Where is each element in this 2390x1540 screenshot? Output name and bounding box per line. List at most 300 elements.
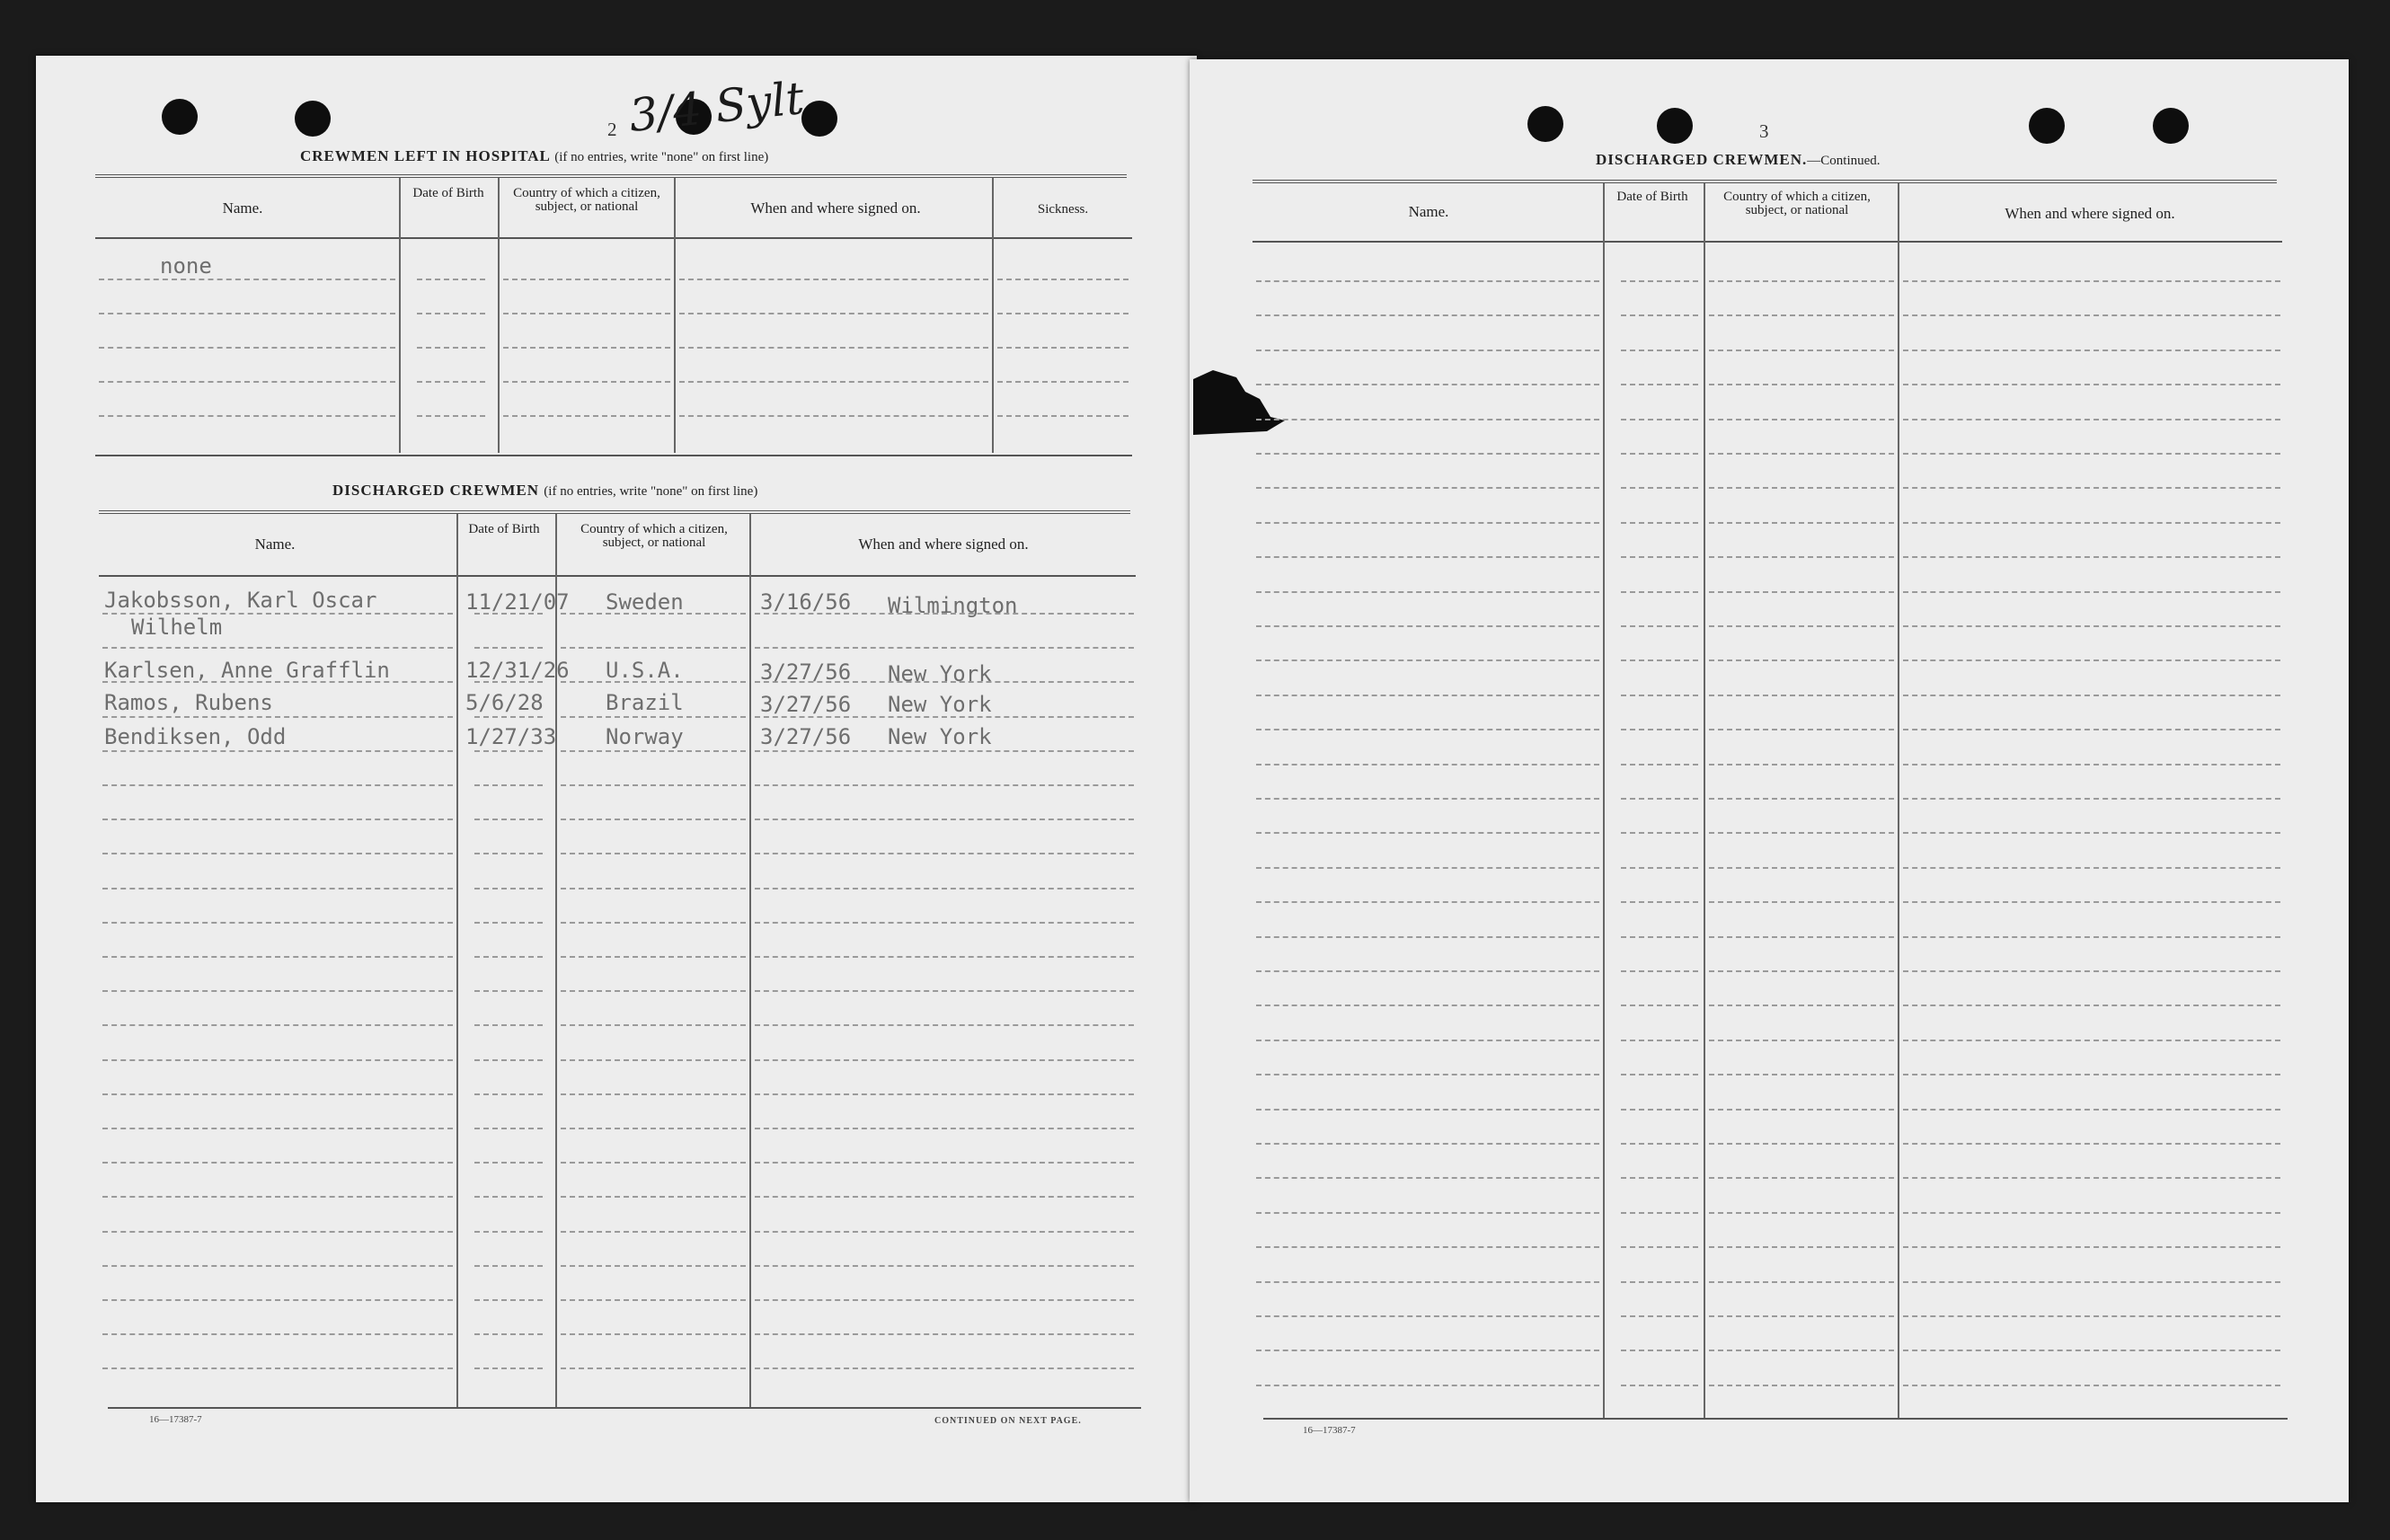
- ruled-line: [474, 1128, 543, 1129]
- discharged-top-rule: [99, 510, 1130, 514]
- ruled-line: [1256, 591, 1599, 593]
- ruled-line: [1621, 591, 1698, 593]
- ruled-line: [102, 1196, 453, 1198]
- hospital-first-entry: none: [160, 253, 212, 279]
- ruled-line: [503, 347, 670, 349]
- ruled-line: [99, 347, 395, 349]
- ruled-line: [561, 1162, 746, 1164]
- ruled-line: [1903, 867, 2280, 869]
- ruled-line: [755, 647, 1134, 649]
- hospital-col-divider: [399, 178, 401, 453]
- ruled-line: [102, 784, 453, 786]
- ruled-line: [1256, 1005, 1599, 1006]
- entry-date: 3/27/56: [760, 692, 852, 717]
- ruled-line: [474, 716, 543, 718]
- handwritten-annotation: 3/4 Sylt: [626, 71, 807, 143]
- ruled-line: [1709, 1246, 1894, 1248]
- ruled-line: [679, 313, 988, 314]
- ruled-line: [503, 415, 670, 417]
- ruled-line: [102, 647, 453, 649]
- ruled-line: [417, 279, 485, 280]
- ruled-line: [1621, 1246, 1698, 1248]
- ruled-line: [997, 381, 1129, 383]
- ruled-line: [1709, 729, 1894, 730]
- ruled-line: [1709, 764, 1894, 766]
- discharged-header-rule: [99, 575, 1136, 577]
- ruled-line: [679, 415, 988, 417]
- ruled-line: [755, 750, 1134, 752]
- ruled-line: [1621, 1212, 1698, 1214]
- ruled-line: [474, 990, 543, 992]
- ruled-line: [561, 922, 746, 924]
- ruled-line: [561, 784, 746, 786]
- ruled-line: [1621, 384, 1698, 385]
- entry-country: Brazil: [606, 690, 684, 715]
- ruled-line: [474, 1093, 543, 1095]
- ruled-line: [1256, 764, 1599, 766]
- entry-name: Karlsen, Anne Grafflin: [104, 658, 390, 683]
- ruled-line: [1709, 901, 1894, 903]
- ruled-line: [1903, 591, 2280, 593]
- ruled-line: [755, 1333, 1134, 1335]
- ruled-line: [1903, 487, 2280, 489]
- punch-hole: [1527, 106, 1563, 142]
- ruled-line: [997, 279, 1129, 280]
- hospital-header-signed: When and where signed on.: [750, 199, 921, 217]
- ruled-line: [561, 1128, 746, 1129]
- ruled-line: [561, 956, 746, 958]
- hospital-header-rule: [95, 237, 1132, 239]
- ruled-line: [1709, 867, 1894, 869]
- ruled-line: [1256, 695, 1599, 696]
- ruled-line: [102, 1128, 453, 1129]
- ruled-line: [1621, 556, 1698, 558]
- ruled-line: [474, 647, 543, 649]
- ruled-line: [1709, 1212, 1894, 1214]
- ruled-line: [1709, 419, 1894, 420]
- ruled-line: [1256, 1350, 1599, 1351]
- ruled-line: [1903, 280, 2280, 282]
- ruled-line: [1256, 556, 1599, 558]
- ruled-line: [1903, 1177, 2280, 1179]
- ruled-line: [1903, 1350, 2280, 1351]
- ruled-line: [474, 853, 543, 854]
- entry-dob: 5/6/28: [465, 690, 544, 715]
- ruled-line: [1256, 384, 1599, 385]
- ruled-line: [1903, 901, 2280, 903]
- ruled-line: [1621, 901, 1698, 903]
- ruled-line: [1621, 487, 1698, 489]
- ruled-line: [474, 784, 543, 786]
- ruled-line: [102, 1024, 453, 1026]
- right-header-name: Name.: [1408, 203, 1449, 220]
- ruled-line: [102, 922, 453, 924]
- ruled-line: [1256, 1281, 1599, 1283]
- ruled-line: [1621, 314, 1698, 316]
- entry-place: Wilmington: [888, 593, 1018, 618]
- ruled-line: [1903, 1315, 2280, 1317]
- ruled-line: [1709, 487, 1894, 489]
- ruled-line: [755, 819, 1134, 820]
- entry-name: Wilhelm: [131, 615, 223, 640]
- ruled-line: [474, 1265, 543, 1267]
- ruled-line: [1256, 936, 1599, 938]
- ruled-line: [1709, 1315, 1894, 1317]
- ruled-line: [1621, 419, 1698, 420]
- ruled-line: [99, 279, 395, 280]
- ruled-line: [102, 1367, 453, 1369]
- ruled-line: [1903, 384, 2280, 385]
- ruled-line: [102, 1093, 453, 1095]
- ruled-line: [417, 313, 485, 314]
- ruled-line: [474, 750, 543, 752]
- ruled-line: [679, 279, 988, 280]
- right-top-rule: [1253, 180, 2277, 183]
- entry-place: New York: [888, 661, 992, 686]
- ruled-line: [1709, 695, 1894, 696]
- ruled-line: [1621, 280, 1698, 282]
- ruled-line: [1621, 832, 1698, 834]
- ruled-line: [1256, 901, 1599, 903]
- ruled-line: [561, 1093, 746, 1095]
- ruled-line: [102, 1162, 453, 1164]
- ruled-line: [417, 415, 485, 417]
- ruled-line: [1621, 659, 1698, 661]
- entry-country: Norway: [606, 724, 684, 749]
- ruled-line: [679, 347, 988, 349]
- ruled-line: [1621, 695, 1698, 696]
- hospital-header-country: Country of which a citizen, subject, or national: [513, 186, 660, 214]
- right-header-signed: When and where signed on.: [2005, 205, 2175, 222]
- ruled-line: [1256, 487, 1599, 489]
- ruled-line: [1256, 659, 1599, 661]
- ruled-line: [99, 313, 395, 314]
- ruled-line: [1709, 832, 1894, 834]
- ruled-line: [1709, 280, 1894, 282]
- ruled-line: [1709, 1074, 1894, 1075]
- ruled-line: [1256, 419, 1599, 420]
- ruled-line: [561, 1367, 746, 1369]
- ruled-line: [1709, 453, 1894, 455]
- ruled-line: [1709, 1177, 1894, 1179]
- ruled-line: [1621, 970, 1698, 972]
- ruled-line: [1256, 314, 1599, 316]
- punch-hole: [162, 99, 198, 135]
- ruled-line: [102, 853, 453, 854]
- ruled-line: [1903, 1246, 2280, 1248]
- ruled-line: [1903, 1074, 2280, 1075]
- ruled-line: [1621, 522, 1698, 524]
- entry-dob: 12/31/26: [465, 658, 570, 683]
- ruled-line: [755, 1093, 1134, 1095]
- right-header-country: Country of which a citizen, subject, or national: [1723, 190, 1871, 217]
- entry-date: 3/27/56: [760, 724, 852, 749]
- punch-hole: [2153, 108, 2189, 144]
- punch-hole: [801, 101, 837, 137]
- ruled-line: [1256, 1040, 1599, 1041]
- ruled-line: [1621, 867, 1698, 869]
- ruled-line: [503, 279, 670, 280]
- ruled-line: [561, 1299, 746, 1301]
- ruled-line: [755, 990, 1134, 992]
- ruled-line: [1903, 659, 2280, 661]
- ruled-line: [474, 888, 543, 889]
- ruled-line: [1903, 970, 2280, 972]
- ruled-line: [1709, 1385, 1894, 1386]
- entry-date: 3/27/56: [760, 659, 852, 685]
- ruled-line: [755, 1128, 1134, 1129]
- ruled-line: [561, 1231, 746, 1233]
- ruled-line: [1621, 798, 1698, 800]
- ruled-line: [1621, 1385, 1698, 1386]
- ruled-line: [102, 888, 453, 889]
- right-section-title: DISCHARGED CREWMEN.—Continued.: [1596, 151, 1881, 168]
- hospital-col-divider: [992, 178, 994, 453]
- ruled-line: [755, 1367, 1134, 1369]
- ruled-line: [1256, 522, 1599, 524]
- ruled-line: [1621, 1315, 1698, 1317]
- ruled-line: [1621, 1005, 1698, 1006]
- ruled-line: [1256, 350, 1599, 351]
- discharged-bottom-rule: [108, 1407, 1141, 1409]
- ruled-line: [417, 381, 485, 383]
- entry-dob: 11/21/07: [465, 589, 570, 615]
- hospital-header-sickness: Sickness.: [1037, 202, 1089, 217]
- hospital-header-dob: Date of Birth: [412, 186, 484, 200]
- ruled-line: [755, 956, 1134, 958]
- ruled-line: [755, 853, 1134, 854]
- ruled-line: [1709, 1040, 1894, 1041]
- entry-place: New York: [888, 724, 992, 749]
- ruled-line: [1621, 1281, 1698, 1283]
- right-bottom-rule: [1263, 1418, 2288, 1420]
- ruled-line: [1256, 970, 1599, 972]
- ruled-line: [1709, 659, 1894, 661]
- continued-note: CONTINUED ON NEXT PAGE.: [934, 1416, 1082, 1426]
- ruled-line: [1709, 1005, 1894, 1006]
- ruled-line: [561, 716, 746, 718]
- ruled-line: [1903, 1281, 2280, 1283]
- ruled-line: [1256, 280, 1599, 282]
- hospital-bottom-rule: [95, 455, 1132, 456]
- ruled-line: [474, 819, 543, 820]
- ruled-line: [561, 1196, 746, 1198]
- ruled-line: [474, 1162, 543, 1164]
- ruled-line: [1256, 867, 1599, 869]
- ruled-line: [755, 922, 1134, 924]
- ruled-line: [1903, 1143, 2280, 1145]
- ruled-line: [474, 956, 543, 958]
- discharged-header-dob: Date of Birth: [468, 522, 540, 536]
- ruled-line: [561, 1024, 746, 1026]
- ruled-line: [755, 1231, 1134, 1233]
- ruled-line: [474, 1299, 543, 1301]
- ruled-line: [1709, 1350, 1894, 1351]
- ruled-line: [1903, 556, 2280, 558]
- ruled-line: [561, 1265, 746, 1267]
- ruled-line: [102, 1059, 453, 1061]
- ruled-line: [1621, 764, 1698, 766]
- entry-name: Bendiksen, Odd: [104, 724, 287, 749]
- ruled-line: [1709, 314, 1894, 316]
- right-page: [1190, 59, 2349, 1502]
- hospital-header-name: Name.: [222, 199, 263, 217]
- ruled-line: [102, 1299, 453, 1301]
- page-number: 3: [1759, 120, 1769, 142]
- ruled-line: [1903, 350, 2280, 351]
- ruled-line: [561, 990, 746, 992]
- ruled-line: [474, 1333, 543, 1335]
- right-col-divider: [1704, 183, 1705, 1418]
- ruled-line: [102, 1265, 453, 1267]
- ruled-line: [1709, 625, 1894, 627]
- ruled-line: [1621, 1177, 1698, 1179]
- ruled-line: [561, 853, 746, 854]
- ruled-line: [755, 1196, 1134, 1198]
- ruled-line: [1709, 1281, 1894, 1283]
- ruled-line: [1709, 556, 1894, 558]
- torn-paper-mark: [1193, 368, 1287, 438]
- ruled-line: [755, 784, 1134, 786]
- ruled-line: [102, 1231, 453, 1233]
- ruled-line: [1903, 764, 2280, 766]
- entry-dob: 1/27/33: [465, 724, 557, 749]
- right-col-divider: [1603, 183, 1605, 1418]
- ruled-line: [755, 888, 1134, 889]
- ruled-line: [1621, 625, 1698, 627]
- ruled-line: [997, 313, 1129, 314]
- punch-hole: [2029, 108, 2065, 144]
- ruled-line: [1621, 1143, 1698, 1145]
- ruled-line: [1256, 1212, 1599, 1214]
- ruled-line: [1709, 522, 1894, 524]
- ruled-line: [102, 819, 453, 820]
- ruled-line: [1709, 1143, 1894, 1145]
- ruled-line: [474, 1059, 543, 1061]
- page-number: 2: [607, 119, 617, 140]
- ruled-line: [997, 415, 1129, 417]
- ruled-line: [102, 750, 453, 752]
- ruled-line: [1621, 453, 1698, 455]
- ruled-line: [1903, 625, 2280, 627]
- form-number: 16—17387-7: [1303, 1425, 1356, 1436]
- ruled-line: [561, 647, 746, 649]
- discharged-header-country: Country of which a citizen, subject, or national: [580, 522, 728, 550]
- ruled-line: [1621, 1040, 1698, 1041]
- ruled-line: [561, 1059, 746, 1061]
- ruled-line: [1903, 695, 2280, 696]
- ruled-line: [755, 1059, 1134, 1061]
- entry-country: Sweden: [606, 589, 684, 615]
- discharged-col-divider: [749, 514, 751, 1407]
- ruled-line: [102, 956, 453, 958]
- ruled-line: [1709, 591, 1894, 593]
- ruled-line: [102, 716, 453, 718]
- form-number: 16—17387-7: [149, 1414, 202, 1425]
- ruled-line: [1256, 625, 1599, 627]
- ruled-line: [755, 1299, 1134, 1301]
- ruled-line: [1903, 314, 2280, 316]
- ruled-line: [1709, 1109, 1894, 1111]
- ruled-line: [1903, 832, 2280, 834]
- ruled-line: [1903, 453, 2280, 455]
- ruled-line: [1621, 1350, 1698, 1351]
- ruled-line: [1621, 936, 1698, 938]
- ruled-line: [99, 415, 395, 417]
- ruled-line: [1903, 729, 2280, 730]
- hospital-col-divider: [498, 178, 500, 453]
- ruled-line: [1903, 419, 2280, 420]
- hospital-top-rule: [95, 174, 1127, 178]
- ruled-line: [1903, 936, 2280, 938]
- ruled-line: [474, 1024, 543, 1026]
- ruled-line: [417, 347, 485, 349]
- ruled-line: [1903, 1040, 2280, 1041]
- hospital-col-divider: [674, 178, 676, 453]
- ruled-line: [1709, 798, 1894, 800]
- ruled-line: [1709, 970, 1894, 972]
- ruled-line: [1256, 1074, 1599, 1075]
- ruled-line: [1709, 350, 1894, 351]
- ruled-line: [755, 1162, 1134, 1164]
- entry-country: U.S.A.: [606, 658, 684, 683]
- ruled-line: [997, 347, 1129, 349]
- punch-hole: [1657, 108, 1693, 144]
- ruled-line: [561, 819, 746, 820]
- ruled-line: [1256, 798, 1599, 800]
- ruled-line: [474, 922, 543, 924]
- ruled-line: [1621, 1109, 1698, 1111]
- entry-place: New York: [888, 692, 992, 717]
- ruled-line: [755, 1265, 1134, 1267]
- ruled-line: [1903, 798, 2280, 800]
- ruled-line: [1256, 1246, 1599, 1248]
- ruled-line: [474, 1231, 543, 1233]
- right-col-divider: [1898, 183, 1899, 1418]
- punch-hole: [295, 101, 331, 137]
- right-header-rule: [1253, 241, 2282, 243]
- entry-date: 3/16/56: [760, 589, 852, 615]
- discharged-section-title: DISCHARGED CREWMEN (if no entries, write "none" on first line): [332, 482, 758, 499]
- ruled-line: [561, 888, 746, 889]
- ruled-line: [102, 990, 453, 992]
- ruled-line: [1621, 350, 1698, 351]
- ruled-line: [1256, 1315, 1599, 1317]
- ruled-line: [1256, 729, 1599, 730]
- discharged-col-divider: [456, 514, 458, 1407]
- entry-name: Ramos, Rubens: [104, 690, 273, 715]
- discharged-header-signed: When and where signed on.: [858, 535, 1029, 553]
- ruled-line: [561, 1333, 746, 1335]
- entry-name: Jakobsson, Karl Oscar: [104, 588, 377, 613]
- ruled-line: [1903, 1385, 2280, 1386]
- ruled-line: [1256, 1109, 1599, 1111]
- ruled-line: [755, 1024, 1134, 1026]
- ruled-line: [503, 313, 670, 314]
- discharged-header-name: Name.: [254, 535, 296, 553]
- ruled-line: [1621, 729, 1698, 730]
- ruled-line: [474, 1196, 543, 1198]
- ruled-line: [99, 381, 395, 383]
- discharged-col-divider: [555, 514, 557, 1407]
- ruled-line: [474, 1367, 543, 1369]
- ruled-line: [1903, 522, 2280, 524]
- ruled-line: [561, 750, 746, 752]
- right-header-dob: Date of Birth: [1616, 190, 1688, 204]
- ruled-line: [1903, 1212, 2280, 1214]
- ruled-line: [1709, 936, 1894, 938]
- ruled-line: [1256, 1385, 1599, 1386]
